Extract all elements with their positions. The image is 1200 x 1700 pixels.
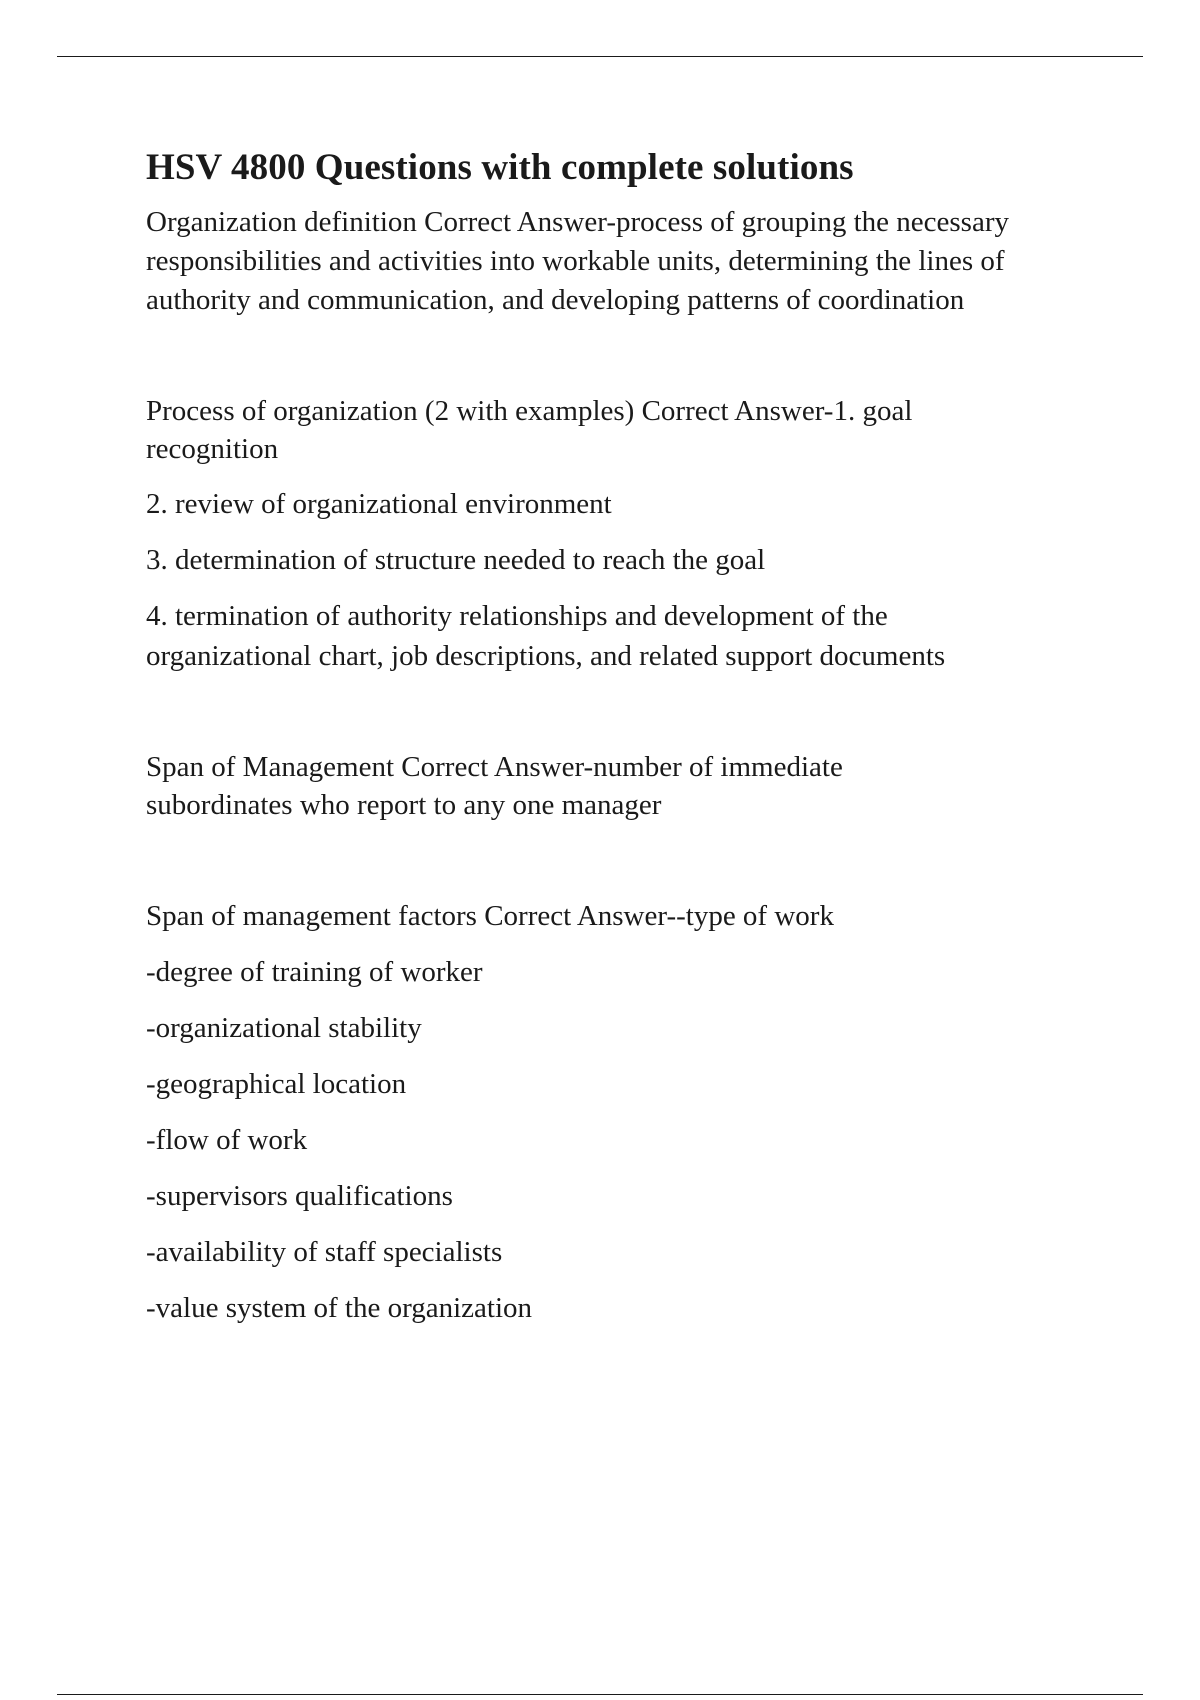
qa-organization-definition: Organization definition Correct Answer-process of grouping the necessary responsibilities and activities into workable units, determining the lines of authority and communication, and developing patterns of coordination xyxy=(146,206,1009,316)
list-item: -availability of staff specialists xyxy=(146,1236,503,1268)
list-item: -geographical location xyxy=(146,1068,407,1100)
list-item: 3. determination of structure needed to reach the goal xyxy=(146,544,766,576)
list-item: -flow of work xyxy=(146,1124,308,1156)
list-item: -supervisors qualifications xyxy=(146,1180,453,1212)
list-item: 2. review of organizational environment xyxy=(146,488,612,520)
list-item: -organizational stability xyxy=(146,1012,422,1044)
qa-process-of-organization: Process of organization (2 with examples) Correct Answer-1. goal recognition xyxy=(146,395,913,465)
qa-span-of-management: Span of Management Correct Answer-number of immediate subordinates who report to any one manager xyxy=(146,751,843,821)
document-title: HSV 4800 Questions with complete solutions xyxy=(146,147,854,188)
list-item: -degree of training of worker xyxy=(146,956,483,988)
footer-rule xyxy=(57,1694,1143,1695)
list-item: 4. termination of authority relationships and development of the organizational chart, job descriptions, and related support documents xyxy=(146,600,946,672)
list-item: -value system of the organization xyxy=(146,1292,533,1324)
qa-span-of-management-factors: Span of management factors Correct Answer--type of work xyxy=(146,900,834,932)
document-body xyxy=(146,146,1106,1328)
header-rule xyxy=(57,56,1143,57)
